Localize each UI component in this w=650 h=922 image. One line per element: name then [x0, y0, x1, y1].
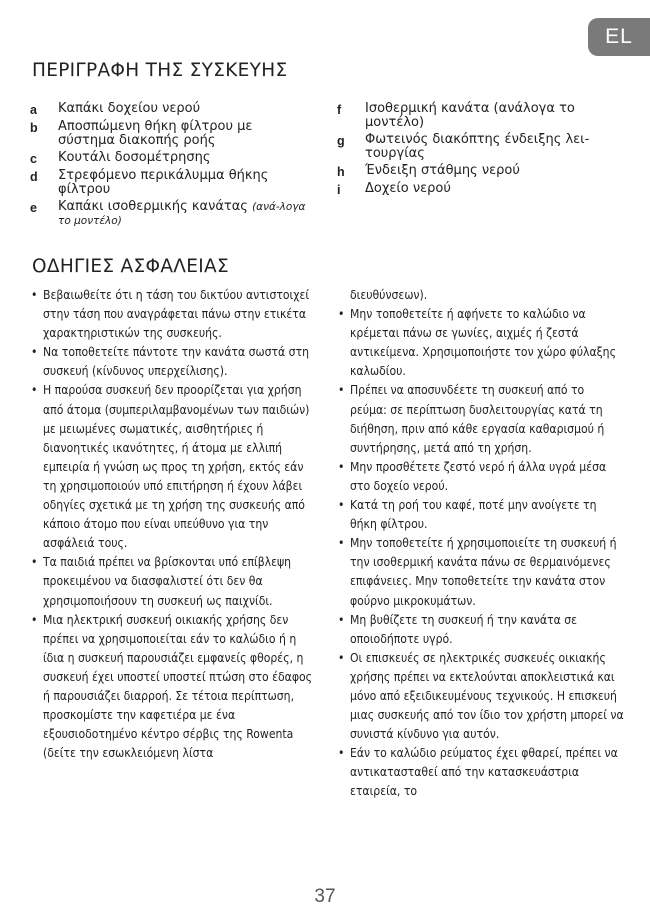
part-key: g	[337, 134, 345, 148]
part-key: e	[30, 201, 37, 215]
part-item	[337, 133, 612, 161]
part-text: Καπάκι ισοθερμικής κανάτας	[58, 199, 248, 214]
page-number: 37	[314, 886, 336, 907]
part-text: Κουτάλι δοσομέτρησης	[58, 150, 211, 165]
parts-list-left	[30, 102, 312, 231]
part-item	[30, 151, 312, 166]
part-text: Φωτεινός διακόπτης ένδειξης λει-τουργίας	[365, 132, 590, 161]
safety-item: • Μια ηλεκτρική συσκευή οικιακής χρήσης δεν πρέπει να χρησιμοποιείται εάν το καλώδιο ή η ίδια η συσκευή παρουσιάζει εμφανείς φθορές, η συσκευή έχει υποστεί υποστεί πτώση στο έδαφος ή παρουσιάζει διαρροή. Σε τέτοια περίπτωση, προσκομίστε την καφετιέρα με ένα εξουσιοδοτημένο κέντρο σέρβις της Rowenta (δείτε την εσωκλειόμενη λίστα	[31, 611, 319, 764]
part-text: Ένδειξη στάθμης νερού	[365, 163, 520, 178]
part-key: c	[30, 152, 37, 166]
safety-item: • Πρέπει να αποσυνδέετε τη συσκευή από το ρεύμα: σε περίπτωση δυσλειτουργίας κατά τη διήθηση, πριν από κάθε εργασία καθαρισμού ή συντήρησης, μετά από τη χρήση.	[338, 381, 624, 457]
part-key: i	[337, 183, 341, 197]
safety-item: • Μην τοποθετείτε ή χρησιμοποιείτε τη συσκευή ή την ισοθερμική κανάτα πάνω σε θερμαινόμενες επιφάνειες. Μην τοποθετείτε την κανάτα στον φούρνο μικροκυμάτων.	[338, 534, 624, 610]
safety-item: • Εάν το καλώδιο ρεύματος έχει φθαρεί, πρέπει να αντικατασταθεί από την κατασκευάστρια εταιρεία, το	[338, 744, 624, 801]
part-text: Στρεφόμενο περικάλυμμα θήκης φίλτρου	[58, 168, 269, 197]
part-item	[30, 169, 312, 197]
parts-list-right	[337, 102, 612, 200]
safety-item: • Να τοποθετείτε πάντοτε την κανάτα σωστά στη συσκευή (κίνδυνος υπερχείλισης).	[31, 343, 319, 381]
safety-item: • Οι επισκευές σε ηλεκτρικές συσκευές οικιακής χρήσης πρέπει να εκτελούνται αποκλειστικά και μόνο από εξειδικευμένους τεχνικούς. Η επισκευή μιας συσκευής από τον ίδιο τον χρήστη μπορεί να συνιστά κίνδυνο για αυτόν.	[338, 649, 624, 744]
part-text: Αποσπώμενη θήκη φίλτρου με σύστημα διακοπής ροής	[58, 119, 253, 148]
part-text: Καπάκι δοχείου νερού	[58, 101, 201, 116]
safety-item: • Μην προσθέτετε ζεστό νερό ή άλλα υγρά μέσα στο δοχείο νερού.	[338, 458, 624, 496]
safety-list-right	[338, 286, 624, 802]
safety-item: • Μη βυθίζετε τη συσκευή ή την κανάτα σε οποιοδήποτε υγρό.	[338, 611, 624, 649]
part-key: d	[30, 170, 38, 184]
section-title-safety: ΟΔΗΓΙΕΣ ΑΣΦΑΛΕΙΑΣ	[32, 256, 229, 277]
part-item	[337, 164, 612, 179]
safety-list-left	[31, 286, 319, 763]
section-title-description: ΠΕΡΙΓΡΑΦΗ ΤΗΣ ΣΥΣΚΕΥΗΣ	[32, 60, 288, 81]
part-item	[337, 102, 612, 130]
part-text: Δοχείο νερού	[365, 181, 451, 196]
part-item	[337, 182, 612, 197]
part-item	[30, 102, 312, 117]
safety-item-continuation: διευθύνσεων).	[350, 288, 428, 302]
part-text-wrap	[58, 200, 312, 228]
part-key: b	[30, 121, 38, 135]
part-item	[30, 200, 312, 228]
part-key: a	[30, 103, 37, 117]
safety-item: • Η παρούσα συσκευή δεν προορίζεται για χρήση από άτομα (συμπεριλαμβανομένων των παιδιών) με μειωμένες σωματικές, αισθητήριες ή διανοητικές ικανότητες, ή άτομα με ελλιπή εμπειρία ή γνώση ως προς τη χρήση, εκτός εάν τη χρησιμοποιούν υπό επιτήρηση ή έχουν λάβει οδηγίες σχετικά με τη χρήση της συσκευής από κάποιο άτομο που είναι υπεύθυνο για την ασφάλειά τους.	[31, 381, 319, 553]
part-item	[30, 120, 312, 148]
safety-item: • Κατά τη ροή του καφέ, ποτέ μην ανοίγετε τη θήκη φίλτρου.	[338, 496, 624, 534]
part-key: h	[337, 165, 345, 179]
part-key: f	[337, 103, 342, 117]
safety-item: • Μην τοποθετείτε ή αφήνετε το καλώδιο να κρέμεται πάνω σε γωνίες, αιχμές ή ζεστά αντικείμενα. Χρησιμοποιήστε τον χώρο φύλαξης καλωδίου.	[338, 305, 624, 381]
language-tab: EL	[588, 18, 650, 56]
safety-item: • Βεβαιωθείτε ότι η τάση του δικτύου αντιστοιχεί στην τάση που αναγράφεται πάνω στην ετικέτα χαρακτηριστικών της συσκευής.	[31, 286, 319, 343]
part-text: Ισοθερμική κανάτα (ανάλογα το μοντέλο)	[365, 101, 575, 130]
part-note: (ανά-λογα το μοντέλο)	[58, 201, 306, 227]
safety-item: • Τα παιδιά πρέπει να βρίσκονται υπό επίβλεψη προκειμένου να διασφαλιστεί ότι δεν θα χρησιμοποιήσουν τη συσκευή ως παιχνίδι.	[31, 553, 319, 610]
